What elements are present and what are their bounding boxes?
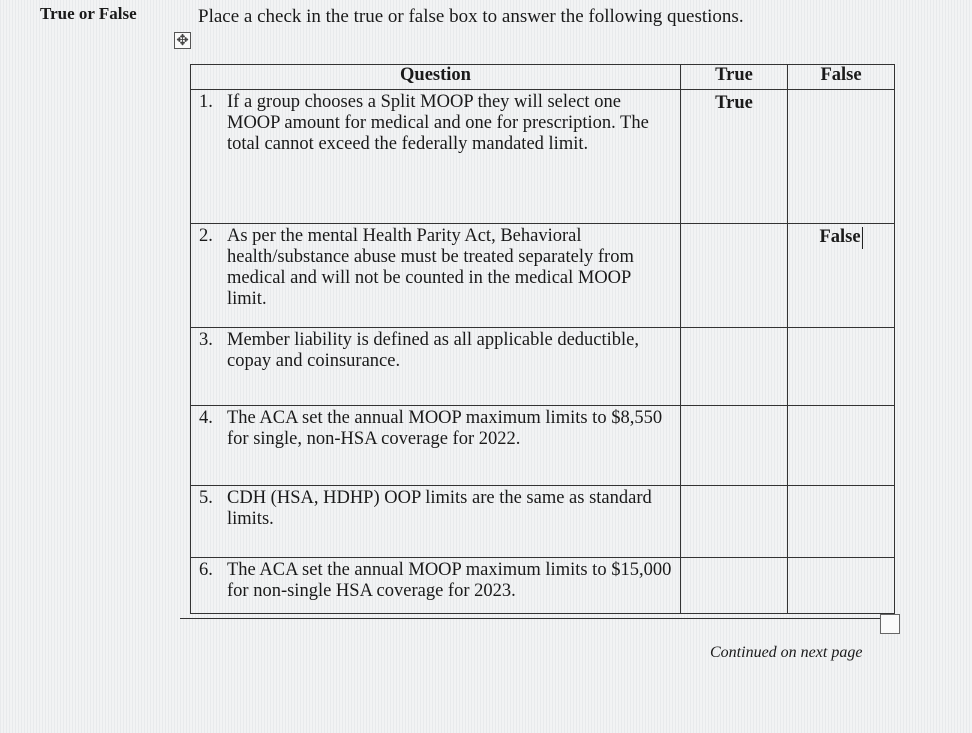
text-cursor: [862, 227, 863, 249]
question-number: 1.: [199, 92, 213, 112]
false-answer-box[interactable]: [788, 328, 895, 406]
true-answer-text: True: [715, 93, 753, 113]
question-column-header: Question: [191, 65, 681, 90]
true-column-header: True: [681, 65, 788, 90]
continued-note: Continued on next page: [710, 644, 863, 661]
false-answer-box[interactable]: [788, 406, 895, 486]
true-answer-box[interactable]: [681, 406, 788, 486]
true-answer-box[interactable]: [681, 224, 788, 328]
question-cell[interactable]: [191, 558, 681, 614]
false-answer-box[interactable]: [788, 90, 895, 224]
question-cell[interactable]: [191, 90, 681, 224]
question-cell[interactable]: [191, 406, 681, 486]
table-row: [191, 328, 895, 406]
question-text: As per the mental Health Parity Act, Behavioral health/substance abuse must be treated separately from medical and will not be counted in the medical MOOP limit.: [227, 226, 634, 309]
question-text: The ACA set the annual MOOP maximum limits to $8,550 for single, non-HSA coverage for 2022.: [227, 408, 663, 449]
question-cell[interactable]: [191, 224, 681, 328]
question-number: 5.: [199, 488, 213, 508]
true-false-table: [190, 64, 895, 614]
true-answer-box[interactable]: [681, 328, 788, 406]
question-number: 2.: [199, 226, 213, 246]
false-answer-box[interactable]: [788, 486, 895, 558]
table-resize-handle-icon[interactable]: [880, 614, 900, 634]
false-answer-text: False: [819, 227, 861, 247]
table-move-handle-icon[interactable]: ✥: [174, 32, 191, 49]
table-row: [191, 90, 895, 224]
question-text: Member liability is defined as all applicable deductible, copay and coinsurance.: [227, 330, 640, 371]
false-column-header: False: [788, 65, 895, 90]
question-cell[interactable]: [191, 328, 681, 406]
question-number: 6.: [199, 560, 213, 580]
question-cell[interactable]: [191, 486, 681, 558]
section-label: True or False: [40, 4, 137, 23]
question-text: If a group chooses a Split MOOP they will select one MOOP amount for medical and one for prescription. The total cannot exceed the federally mandated limit.: [227, 92, 649, 154]
false-answer-box[interactable]: [788, 558, 895, 614]
table-row: [191, 406, 895, 486]
table-row: [191, 224, 895, 328]
table-bottom-rule: [180, 618, 880, 619]
table-header-row: [191, 65, 895, 90]
table-row: [191, 486, 895, 558]
question-number: 3.: [199, 330, 213, 350]
true-answer-box[interactable]: [681, 558, 788, 614]
question-number: 4.: [199, 408, 213, 428]
true-answer-box[interactable]: [681, 486, 788, 558]
instructions-text: Place a check in the true or false box to answer the following questions.: [198, 6, 744, 27]
false-answer-box[interactable]: [788, 224, 895, 328]
question-text: The ACA set the annual MOOP maximum limits to $15,000 for non-single HSA coverage for 2023.: [227, 560, 672, 601]
table-row: [191, 558, 895, 614]
true-answer-box[interactable]: [681, 90, 788, 224]
question-text: CDH (HSA, HDHP) OOP limits are the same as standard limits.: [227, 488, 652, 529]
